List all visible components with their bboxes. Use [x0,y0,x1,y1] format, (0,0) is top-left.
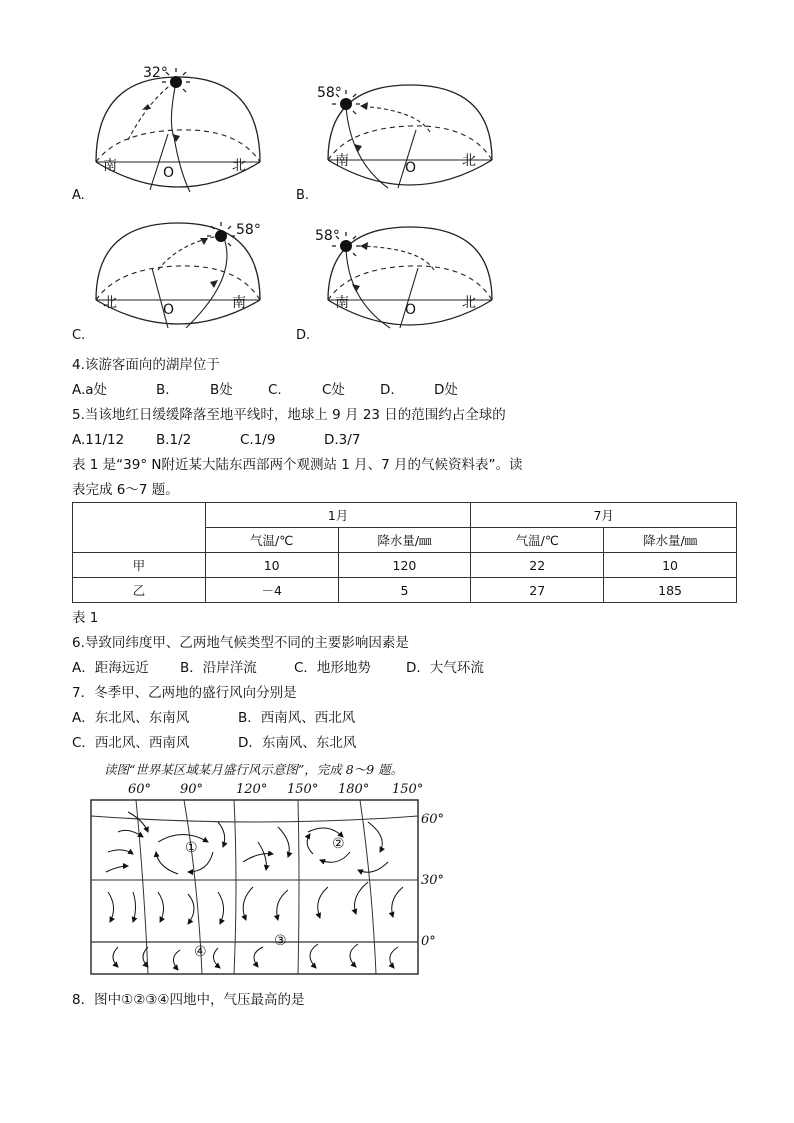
q6-option[interactable]: C．地形地势 [294,660,371,676]
diagram-a-right-dir: 北 [232,158,246,174]
map-lon-label: 150° [392,782,424,797]
diagram-b-letter: B. [296,188,310,203]
q7-option[interactable]: D．东南风、东北风 [238,735,357,751]
map-lon-label: 90° [180,782,204,797]
table-row-name: 甲 [73,553,206,578]
table-row [73,578,737,603]
q7-option[interactable]: B．西南风、西北风 [238,710,356,726]
table-cell: 185 [604,578,737,603]
diagram-d-right-dir: 北 [462,295,476,311]
q4-option[interactable]: D处 [434,382,458,398]
q4-option[interactable]: B. [156,382,170,398]
map-lon-label: 180° [338,782,370,797]
diagram-b-right-dir: 北 [462,153,476,169]
map-lon-label: 120° [236,782,268,797]
q6-option[interactable]: A．距海远近 [72,660,149,676]
table-col-temp: 气温/℃ [205,528,338,553]
map-point-1: ① [185,840,198,856]
question-8-stem: 8．图中①②③④四地中，气压最高的是 [72,992,305,1008]
q4-option[interactable]: A.a处 [72,382,108,398]
diagram-d-angle: 58° [315,228,340,244]
q5-option[interactable]: D.3/7 [324,432,361,448]
question-4-stem: 4.该游客面向的湖岸位于 [72,357,220,373]
climate-table [72,502,737,603]
table-col-precip: 降水量/㎜ [338,528,471,553]
map-lon-label: 60° [128,782,152,797]
diagram-a-letter: A. [72,188,85,203]
diagram-a-center: O [163,165,175,181]
diagram-a-left-dir: 南 [103,158,117,174]
diagram-c-center: O [163,302,175,318]
q5-option[interactable]: A.11/12 [72,432,125,448]
q4-option[interactable]: D. [380,382,395,398]
table-col-precip: 降水量/㎜ [604,528,737,553]
table-header-jul: 7月 [471,503,737,528]
diagram-c-angle: 58° [236,222,261,238]
diagram-c-letter: C. [72,328,86,343]
table-cell: 27 [471,578,604,603]
map-lon-label: 150° [287,782,319,797]
table-cell: 10 [604,553,737,578]
question-6-stem: 6.导致同纬度甲、乙两地气候类型不同的主要影响因素是 [72,635,409,651]
map-lat-label: 30° [421,873,445,888]
table-header-jan: 1月 [205,503,471,528]
q4-option[interactable]: B处 [210,382,233,398]
diagram-a-angle: 32° [143,65,168,81]
diagram-b-left-dir: 南 [335,153,349,169]
map-point-4: ④ [194,944,207,960]
diagram-d-letter: D. [296,328,311,343]
map-lat-label: 60° [421,812,445,827]
diagram-b [320,80,500,200]
q7-option[interactable]: A．东北风、东南风 [72,710,190,726]
q6-option[interactable]: B．沿岸洋流 [180,660,257,676]
table-cell: 5 [338,578,471,603]
map-lat-label: 0° [421,934,436,949]
diagram-c-right-dir: 南 [232,295,246,311]
table-col-temp: 气温/℃ [471,528,604,553]
q4-option[interactable]: C处 [322,382,345,398]
table-row-name: 乙 [73,578,206,603]
question-7-stem: 7．冬季甲、乙两地的盛行风向分别是 [72,685,297,701]
table-row [73,553,737,578]
diagram-c-left-dir: 北 [103,295,117,311]
q7-option[interactable]: C．西北风、西南风 [72,735,190,751]
table-caption: 表 1 [72,610,99,626]
table-cell: 22 [471,553,604,578]
diagram-a [88,62,268,202]
diagram-d-center: O [405,302,417,318]
intro-6-7-line1: 表 1 是“39° N附近某大陆东西部两个观测站 1 月、7 月的气候资料表”。读 [72,457,523,473]
diagram-b-center: O [405,160,417,176]
table-corner-cell [73,503,206,553]
q6-option[interactable]: D．大气环流 [406,660,484,676]
table-cell: 120 [338,553,471,578]
map-point-3: ③ [274,933,287,949]
intro-6-7-line2: 表完成 6～7 题。 [72,482,179,498]
table-cell: 10 [205,553,338,578]
diagram-b-angle: 58° [317,85,342,101]
diagram-d [320,222,500,340]
diagram-d-left-dir: 南 [335,295,349,311]
q5-option[interactable]: B.1/2 [156,432,192,448]
question-5-stem: 5.当该地红日缓缓降落至地平线时，地球上 9 月 23 日的范围约占全球的 [72,407,506,423]
map-point-2: ② [332,836,345,852]
q5-option[interactable]: C.1/9 [240,432,276,448]
q4-option[interactable]: C. [268,382,282,398]
intro-8-9: 读图“世界某区域某月盛行风示意图”，完成 8～9 题。 [104,762,404,777]
table-cell: －4 [205,578,338,603]
